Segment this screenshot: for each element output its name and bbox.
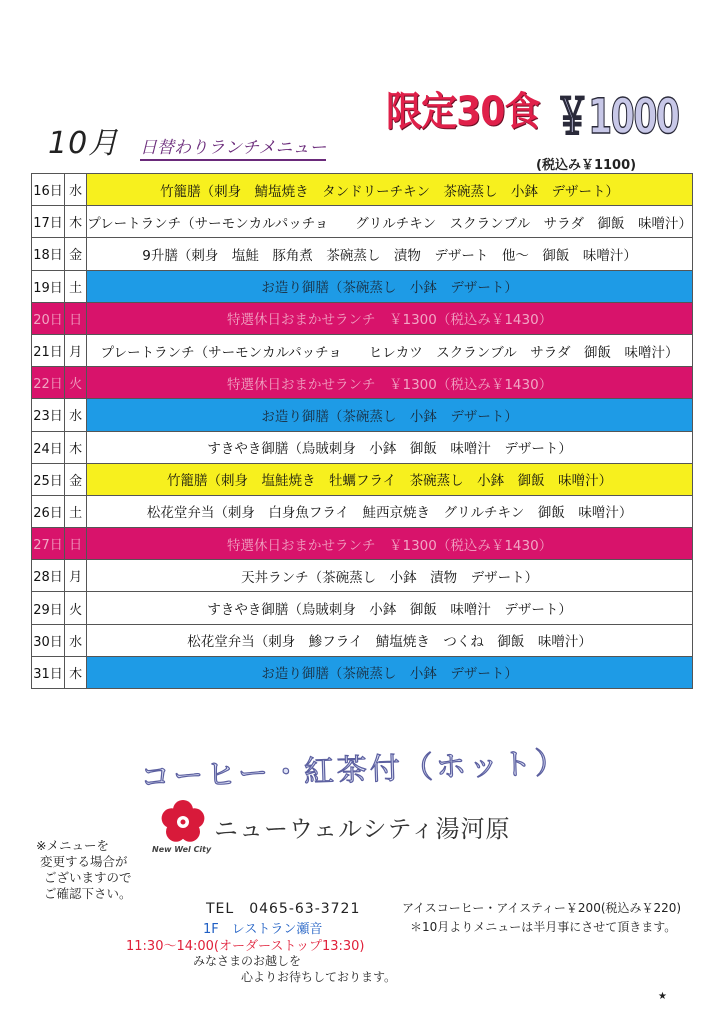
iced-drink-price: アイスコーヒー・アイスティー￥200(税込み￥220) bbox=[402, 901, 682, 915]
notice-line: 変更する場合が bbox=[40, 854, 128, 869]
brand-name: ニューウェルシティ湯河原 bbox=[214, 815, 511, 843]
menu-day: 27日 bbox=[32, 528, 65, 560]
menu-weekday: 水 bbox=[64, 174, 86, 206]
menu-weekday: 土 bbox=[64, 270, 86, 302]
menu-item: 9升膳（刺身 塩鮭 豚角煮 茶碗蒸し 漬物 デザート 他～ 御飯 味噌汁） bbox=[87, 238, 693, 270]
menu-weekday: 月 bbox=[64, 560, 86, 592]
menu-item: 竹籠膳（刺身 塩鮭焼き 牡蠣フライ 茶碗蒸し 小鉢 御飯 味噌汁） bbox=[87, 463, 693, 495]
menu-row bbox=[32, 270, 693, 302]
menu-weekday: 木 bbox=[64, 431, 86, 463]
menu-item: プレートランチ（サーモンカルパッチョ ヒレカツ スクランブル サラダ 御飯 味噌汁） bbox=[87, 334, 693, 366]
menu-item: 松花堂弁当（刺身 白身魚フライ 鮭西京焼き グリルチキン 御飯 味噌汁） bbox=[87, 495, 693, 527]
brand-name-en: New Wel City bbox=[152, 845, 212, 854]
welcome-line: みなさまのお越しを bbox=[193, 954, 302, 968]
menu-row bbox=[32, 399, 693, 431]
menu-day: 29日 bbox=[32, 592, 65, 624]
menu-item: 特選休日おまかせランチ ￥1300（税込み￥1430） bbox=[87, 528, 693, 560]
menu-day: 24日 bbox=[32, 431, 65, 463]
menu-day: 23日 bbox=[32, 399, 65, 431]
welcome-message bbox=[193, 953, 396, 985]
star-mark: ★ bbox=[658, 991, 667, 1002]
opening-hours: 11:30～14:00(オーダーストップ13:30) bbox=[126, 939, 365, 954]
menu-day: 31日 bbox=[32, 656, 65, 688]
menu-item: すきやき御膳（烏賊刺身 小鉢 御飯 味噌汁 デザート） bbox=[87, 592, 693, 624]
menu-day: 26日 bbox=[32, 495, 65, 527]
menu-day: 25日 bbox=[32, 463, 65, 495]
change-notice bbox=[36, 838, 132, 902]
menu-row bbox=[32, 174, 693, 206]
menu-weekday: 水 bbox=[64, 624, 86, 656]
tax-note: (税込み￥1100) bbox=[536, 158, 637, 173]
menu-row bbox=[32, 495, 693, 527]
menu-row bbox=[32, 431, 693, 463]
notice-line: ご確認下さい。 bbox=[44, 886, 132, 901]
welcome-line: 心よりお待ちしております。 bbox=[241, 970, 397, 984]
menu-row bbox=[32, 206, 693, 238]
menu-row bbox=[32, 463, 693, 495]
menu-item: お造り御膳（茶碗蒸し 小鉢 デザート） bbox=[87, 399, 693, 431]
menu-day: 28日 bbox=[32, 560, 65, 592]
lunch-price: ￥1000 bbox=[555, 89, 679, 145]
notice-line: ※メニューを bbox=[36, 838, 109, 853]
menu-weekday: 水 bbox=[64, 399, 86, 431]
menu-row bbox=[32, 560, 693, 592]
menu-item: すきやき御膳（烏賊刺身 小鉢 御飯 味噌汁 デザート） bbox=[87, 431, 693, 463]
menu-row bbox=[32, 302, 693, 334]
menu-item: 竹籠膳（刺身 鯖塩焼き タンドリーチキン 茶碗蒸し 小鉢 デザート） bbox=[87, 174, 693, 206]
menu-day: 30日 bbox=[32, 624, 65, 656]
menu-item: 松花堂弁当（刺身 鯵フライ 鯖塩焼き つくね 御飯 味噌汁） bbox=[87, 624, 693, 656]
menu-item: 天丼ランチ（茶碗蒸し 小鉢 漬物 デザート） bbox=[87, 560, 693, 592]
menu-weekday: 火 bbox=[64, 367, 86, 399]
half-month-note: ＊10月よりメニューは半月事にさせて頂きます。 bbox=[410, 920, 677, 934]
menu-item: プレートランチ（サーモンカルパッチョ グリルチキン スクランブル サラダ 御飯 味噌汁） bbox=[87, 206, 693, 238]
menu-day: 21日 bbox=[32, 334, 65, 366]
menu-table bbox=[31, 173, 693, 689]
menu-item: 特選休日おまかせランチ ￥1300（税込み￥1430） bbox=[87, 302, 693, 334]
menu-row bbox=[32, 592, 693, 624]
menu-weekday: 月 bbox=[64, 334, 86, 366]
menu-day: 16日 bbox=[32, 174, 65, 206]
menu-item: 特選休日おまかせランチ ￥1300（税込み￥1430） bbox=[87, 367, 693, 399]
menu-weekday: 金 bbox=[64, 238, 86, 270]
menu-day: 19日 bbox=[32, 270, 65, 302]
menu-day: 17日 bbox=[32, 206, 65, 238]
menu-weekday: 金 bbox=[64, 463, 86, 495]
menu-item: お造り御膳（茶碗蒸し 小鉢 デザート） bbox=[87, 656, 693, 688]
menu-row bbox=[32, 528, 693, 560]
menu-weekday: 日 bbox=[64, 302, 86, 334]
menu-row bbox=[32, 334, 693, 366]
menu-weekday: 火 bbox=[64, 592, 86, 624]
menu-item: お造り御膳（茶碗蒸し 小鉢 デザート） bbox=[87, 270, 693, 302]
plum-flower-icon bbox=[160, 799, 206, 845]
phone-number: TEL 0465-63-3721 bbox=[206, 901, 361, 917]
restaurant-location: 1F レストラン瀬音 bbox=[203, 922, 323, 937]
menu-day: 18日 bbox=[32, 238, 65, 270]
menu-weekday: 土 bbox=[64, 495, 86, 527]
menu-row bbox=[32, 656, 693, 688]
menu-day: 22日 bbox=[32, 367, 65, 399]
menu-row bbox=[32, 624, 693, 656]
month-heading: 10月 bbox=[48, 126, 120, 161]
notice-line: ございますので bbox=[44, 870, 132, 885]
menu-row bbox=[32, 238, 693, 270]
menu-weekday: 木 bbox=[64, 656, 86, 688]
menu-row bbox=[32, 367, 693, 399]
limited-label: 限定30食 bbox=[386, 89, 540, 135]
menu-day: 20日 bbox=[32, 302, 65, 334]
coffee-note: コーヒー・紅茶付（ホット） bbox=[139, 745, 569, 796]
menu-subtitle: 日替わりランチメニュー bbox=[140, 133, 326, 161]
menu-weekday: 木 bbox=[64, 206, 86, 238]
menu-weekday: 日 bbox=[64, 528, 86, 560]
